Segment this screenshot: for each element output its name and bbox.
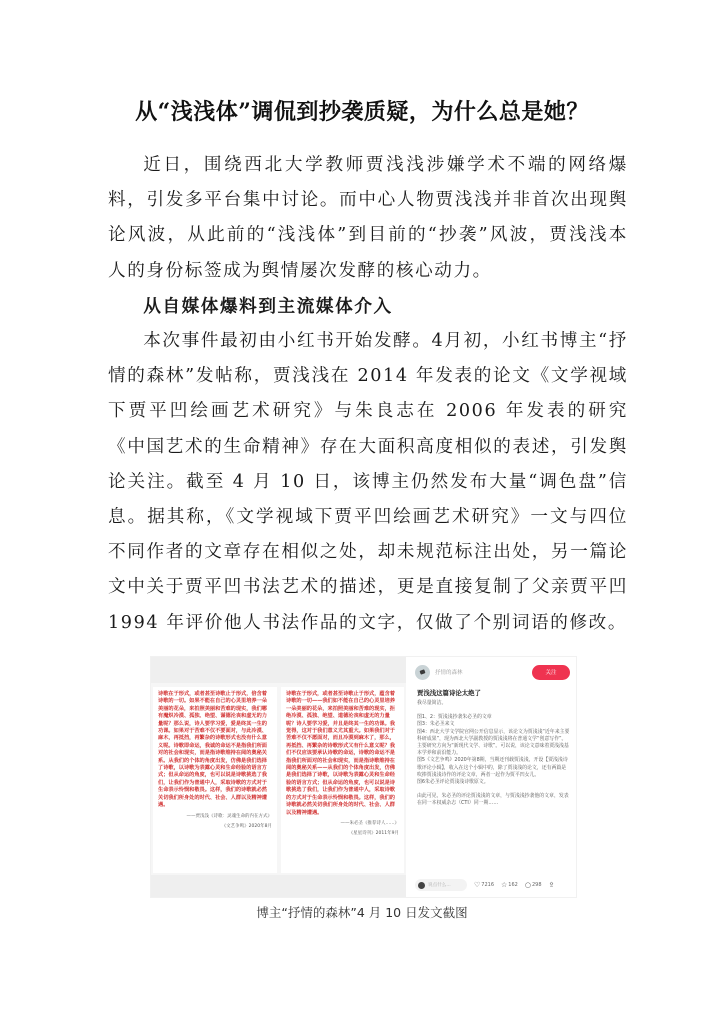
image-viewer-panel [151,657,406,897]
share-icon[interactable]: ⇪ [548,881,555,889]
comment-button[interactable] [525,881,542,889]
favorite-button[interactable] [501,881,518,889]
intro-paragraph: 近日，围绕西北大学教师贾浅浅涉嫌学术不端的网络爆料，引发多平台集中讨论。而中心人物贾浅浅并非首次出现舆论风波，从此前的“浅浅体”到目前的“抄袭”风波，贾浅浅本人的身份标签成为舆情屡次发酵的核心动力。 [108,155,628,281]
figure-caption: 博主“抒情的森林”4 月 10 日发文截图 [256,905,468,920]
article-title: 从“浅浅体”调侃到抄袭质疑，为什么总是她？ [135,99,589,125]
comment-input[interactable] [415,879,467,891]
comment-count: 298 [531,882,542,888]
like-button[interactable] [474,881,494,889]
follow-button[interactable]: 关注 [532,665,570,680]
post-header [415,663,570,681]
comment-placeholder: 说点什么... [428,883,451,888]
post-footer [415,877,570,893]
post-line: 图6朱必圣评论贾浅浅诗歌原文。 [417,779,489,786]
doc-source: 《星星诗刊》2011年9月 [348,831,399,837]
viewer-top-bar [151,657,406,683]
doc-text: 诗歌在于形式，或者甚至诗歌止于形式，蕴含着诗歌的一切——我们如不能在自己的心灵里培养一朵美丽的花朵，来拍照美丽和苦难的现实，拒绝冷漠、孤独、绝望、道德沦丧和虚无的力量呢？诗人要学习爱，并且是终其一生的功课。我觉得，这对于我们意义尤其重大。如果我们对于苦难不仅不愿面对，而且冷漠到麻木了，那么，再抵挡、再繁杂的诗歌形式又有什么意义呢？我们不仅应该要承认诗歌的命运，诗歌的命运不是指我们所面对的社会和现实，而是指诗歌维持在阅的奥秘关系——从我们的个体角度出发，仿佛是我们选择了诗歌，以诗歌为表露心灵和生命经验的语言方式；但从命运的角度，也可以说是诗歌挑选了我们，让我们作为普通中人，采取诗歌的方式对于生命表示怜悯和敬畏。这样，我们的诗歌就必然关切我们所身处的时代、社会、人群以及精神遭遇。 [286,691,395,816]
post-closing: 由此可见，朱必圣的评论贾浅浅的文章，与贾浅浅抄袭他的文章，发表在同一本权威杂志（CTI）同一期…… [417,793,569,807]
doc-text: 诗歌在于形式，或者甚至诗歌止于形式，倍含着诗歌的一切。如果不能在自己的心灵里培养一朵美丽的花朵，来拍照美丽和苦难的现实，我们哪有魔炽冷漠、孤独、绝望、谨德沦丧和虚无的力量呢？那么说，诗人要学习爱，爱是终其一生的功课。如果对于苦难不仅不要面对，与此冷漠、麻木，再抵挡，再繁杂的诗歌形式也没有什么意义呢。诗歌即命运，我诚的命运不是指我们所面对的社会和现实，而是指诗歌维持在阅的奥秘关系。从我们的个体的角度出发，仿佛是我们选择了诗歌，以诗歌为表露心灵和生命经验的语言方式；但从命运的角度，也可以说是诗歌挑选了我们，让我们作为普通中人，采取诗歌的方式对于生命表示怜悯和敬畏。这样，我们的诗歌就必然关切我们所身处的时代、社会、人群以及精神遭遇。 [158,691,267,809]
user-avatar-icon [418,882,425,889]
screenshot-figure [150,656,577,898]
like-count: 7216 [481,882,495,888]
post-title: 贾浅浅这篇诗论太绝了 [417,689,481,697]
post-line: 图5《文艺争鸣》2020年第8期，当期还刊载贾浅浅，开设【贾浅浅诗歌评论小辑】，收入在这个小辑中的，除了贾浅浅的论文，还有两篇是吹捧贾浅浅诗作的评论文章，两者一起作为贾平凹女儿。 [417,757,568,778]
doc-source: 《文艺争鸣》2020年8月 [221,823,272,829]
subheading-container [108,289,628,324]
post-intro: 我尽量简洁。 [417,700,447,706]
post-line: 图1、2：贾浅浅抄袭朱必圣的文章 [417,714,492,721]
username[interactable]: 抒情的森林 [435,670,463,676]
intro-paragraph-container [108,148,628,289]
viewer-bottom-bar [151,875,406,897]
body-paragraph: 本次事件最初由小红书开始发酵。4月初，小红书博主“抒情的森林”发帖称，贾浅浅在 2014 年发表的论文《文学视域下贾平凹绘画艺术研究》与朱良志在 2006 年发表的研究《中国艺术的生命精神》存在大面积高度相似的表述，引发舆论关注。截至 4 月 10 日，该博主仍然发布大量“调色盘”信息。据其称，《文学视域下贾平凹绘画艺术研究》一文与四位不同作者的文章存在相似之处，却未规范标注出处，另一篇论文中关于贾平凹书法艺术的描述，更是直接复制了父亲贾平凹 1994 年评价他人书法作品的文字，仅做了个别词语的修改。 [108,331,628,633]
section-subheading: 从自媒体爆料到主流媒体介入 [143,296,393,317]
doc-citation: ——贾浅浅《诗歌：灵魂生命的内在方式》 [186,813,272,819]
comparison-doc-zhu [281,687,404,873]
post-line: 图3：朱必圣来文 [417,721,455,728]
favorite-count: 162 [508,882,518,888]
body-paragraph-container [108,324,628,641]
post-line: 图4：西北大学文学院官网公开信息显示，该论文为贾浅浅“近年来主要科研成果”，现为西北大学副教授的贾浅浅将在普通文学“创意写作”。主要研究方向为“新现代文学、诗歌”。可以说，该论文意味着贾浅浅基本学养和前沿能力。 [417,728,570,757]
comparison-doc-jia [153,687,277,873]
doc-citation: ——朱必圣《推荐诗人……》 [340,820,399,826]
heart-icon: ♡ [474,881,481,889]
star-icon: ☆ [501,881,508,889]
avatar[interactable] [415,665,430,680]
comment-bubble-icon: ○ [524,881,531,889]
post-panel [409,657,576,897]
post-content [417,689,570,871]
